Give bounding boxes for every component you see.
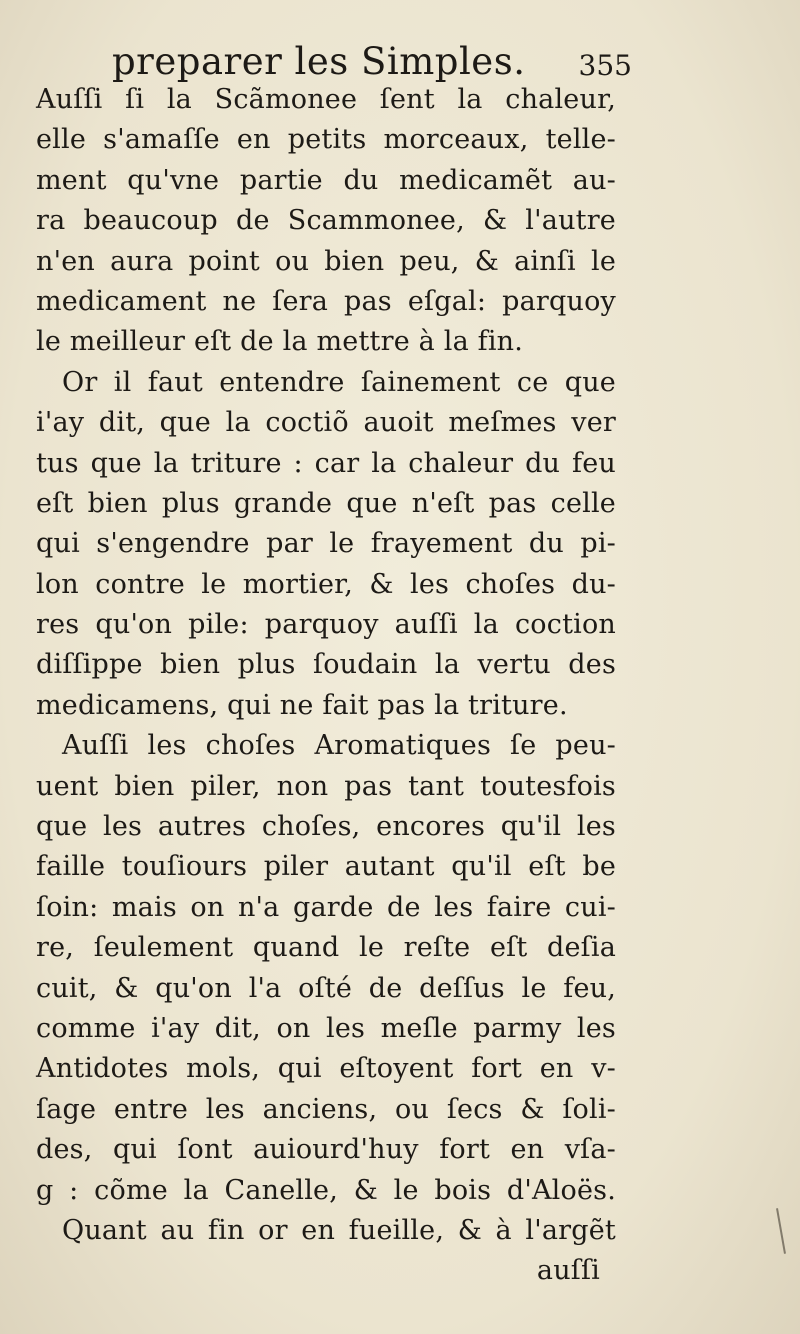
text-line: ſoin: mais on n'a garde de les faire cui- <box>36 891 616 923</box>
margin-pen-stroke <box>776 1208 786 1254</box>
text-line: faille touſiours piler autant qu'il eſt be <box>36 851 616 883</box>
text-line: re, ſeulement quand le reſte eſt deſia <box>36 932 616 964</box>
text-line: uent bien piler, non pas tant toutesfois <box>36 770 616 802</box>
text-line: n'en aura point ou bien peu, & ainſi le <box>36 245 616 277</box>
text-line: medicament ne ſera pas eſgal: parquoy <box>36 285 616 317</box>
text-line: le meilleur eſt de la mettre à la fin. <box>36 326 524 358</box>
text-line: g : cõme la Canelle, & le bois d'Aloës. <box>36 1174 616 1206</box>
text-line: comme i'ay dit, on les meſle parmy les <box>36 1012 616 1044</box>
text-line: i'ay dit, que la coctiõ auoit meſmes ver <box>36 407 616 439</box>
text-line: ra beaucoup de Scammonee, & l'autre <box>36 205 616 237</box>
catchword: auſſi <box>536 1255 600 1287</box>
text-line: diſſippe bien plus ſoudain la vertu des <box>36 649 616 681</box>
text-line: des, qui ſont auiourd'huy fort en vſa- <box>36 1134 616 1166</box>
text-line: Quant au fin or en fueille, & à l'argẽt <box>62 1214 616 1246</box>
text-line: qui s'engendre par le frayement du pi- <box>36 528 616 560</box>
text-line: ſage entre les anciens, ou ſecs & ſoli- <box>36 1093 616 1125</box>
body-text <box>36 80 616 1292</box>
text-line: Antidotes mols, qui eſtoyent fort en v- <box>36 1053 616 1085</box>
text-line: res qu'on pile: parquoy auſſi la coction <box>36 609 616 641</box>
text-line: lon contre le mortier, & les choſes du- <box>36 568 616 600</box>
running-head: preparer les Simples. <box>112 40 526 83</box>
text-line: Or il faut entendre ſainement ce que <box>62 366 616 398</box>
text-line: tus que la triture : car la chaleur du feu <box>36 447 616 479</box>
text-line: cuit, & qu'on l'a oſté de deſſus le feu, <box>36 972 616 1004</box>
page-number: 355 <box>578 49 632 82</box>
text-line: elle s'amaſſe en petits morceaux, telle- <box>36 124 616 156</box>
text-line: medicamens, qui ne fait pas la triture. <box>36 689 568 721</box>
text-line: que les autres choſes, encores qu'il les <box>36 811 616 843</box>
text-line: eſt bien plus grande que n'eſt pas celle <box>36 487 616 519</box>
text-line: ment qu'vne partie du medicamẽt au- <box>36 164 616 196</box>
text-line: Auſſi les choſes Aromatiques ſe peu- <box>62 730 616 762</box>
text-line: Auſſi ſi la Scãmonee ſent la chaleur, <box>36 84 616 115</box>
